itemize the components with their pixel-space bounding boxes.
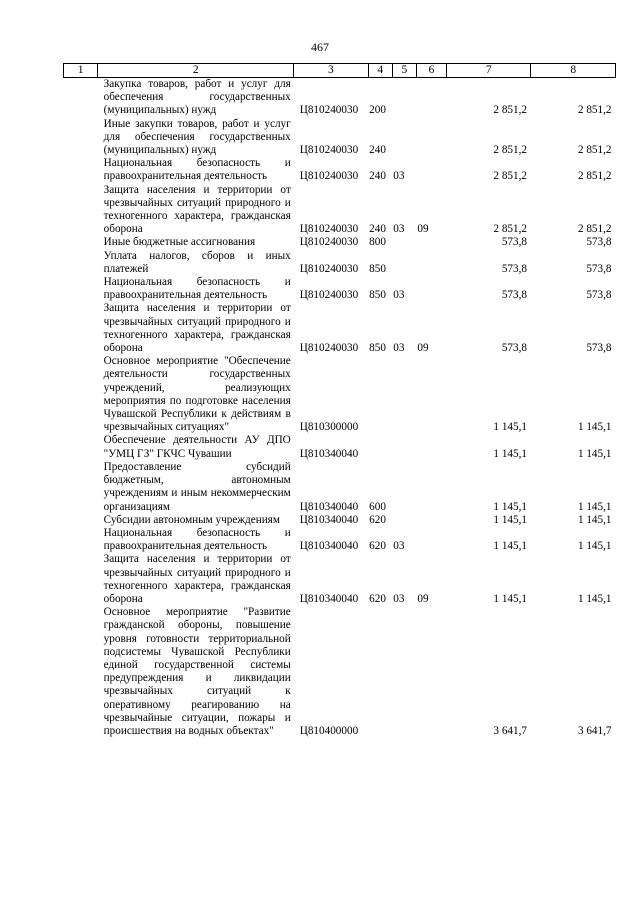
row-target-code: Ц810400000 [299,724,359,737]
table-row [64,527,616,553]
row-amount-2: 1 145,1 [577,540,612,553]
row-amount-2: 1 145,1 [577,513,612,526]
row-section [392,250,416,276]
row-number-cell [64,184,98,237]
row-amount-1: 573,8 [501,262,527,275]
column-number-8: 8 [531,64,616,78]
table-header [64,64,616,78]
row-amount-1: 1 145,1 [493,421,527,434]
row-target-code: Ц810240030 [299,236,359,249]
column-number-6: 6 [416,64,446,78]
row-amount-1: 1 145,1 [493,513,527,526]
row-section: 03 [393,289,405,302]
row-amount-2: 573,8 [586,262,612,275]
row-number-cell [64,250,98,276]
table-row [64,118,616,158]
row-amount-1: 1 145,1 [493,500,527,513]
row-subsection [416,250,446,276]
table-row [64,236,616,249]
row-name: Национальная безопасность и правоохранительная деятельность [103,526,291,553]
row-amount-1: 2 851,2 [493,223,527,236]
row-subsection [416,276,446,302]
row-amount-1: 2 851,2 [493,144,527,157]
row-number-cell [64,514,98,527]
row-expense-type: 600 [369,500,386,513]
row-amount-2: 573,8 [586,342,612,355]
row-amount-1: 1 145,1 [493,540,527,553]
row-subsection [416,461,446,514]
row-expense-type: 850 [369,342,386,355]
row-section: 03 [393,540,405,553]
row-amount-2: 1 145,1 [577,592,612,605]
row-section [392,355,416,434]
row-number-cell [64,553,98,606]
row-subsection [416,606,446,738]
row-amount-2: 573,8 [586,289,612,302]
row-name: Закупка товаров, работ и услуг для обеспечения государственных (муниципальных) нужд [103,78,291,117]
row-name: Защита населения и территории от чрезвычайных ситуаций природного и техногенного характера, гражданская оборона [103,553,291,605]
row-amount-2: 2 851,2 [577,144,612,157]
row-number-cell [64,157,98,183]
row-subsection: 09 [417,223,429,236]
table-row [64,250,616,276]
row-section: 03 [393,592,405,605]
row-name: Основное мероприятие "Обеспечение деятельности государственных учреждений, реализующих мероприятия по подготовке населения Чувашской Республики к действиям в чрезвычайных ситуациях" [103,355,291,434]
row-section [392,78,416,118]
row-expense-type [368,606,392,738]
row-subsection [416,118,446,158]
row-number-cell [64,355,98,434]
row-subsection [416,355,446,434]
row-subsection: 09 [417,592,429,605]
page-number: 467 [311,40,329,54]
row-subsection [416,157,446,183]
table-row [64,302,616,355]
row-number-cell [64,78,98,118]
table-row [64,461,616,514]
row-amount-2: 1 145,1 [577,421,612,434]
column-number-1: 1 [64,64,98,78]
row-name: Иные бюджетные ассигнования [103,236,256,249]
row-section [392,606,416,738]
row-amount-1: 1 145,1 [493,592,527,605]
row-section: 03 [393,342,405,355]
row-subsection: 09 [417,342,429,355]
row-number-cell [64,527,98,553]
row-target-code: Ц810240030 [299,342,359,355]
row-amount-1: 2 851,2 [493,170,527,183]
row-amount-1: 3 641,7 [493,724,527,737]
row-expense-type: 240 [369,170,386,183]
table-row [64,553,616,606]
column-number-5: 5 [392,64,416,78]
table-row [64,78,616,118]
table-row [64,514,616,527]
row-section: 03 [393,170,405,183]
column-number-2: 2 [98,64,294,78]
row-name: Национальная безопасность и правоохранительная деятельность [103,157,291,183]
row-expense-type: 620 [369,513,386,526]
row-target-code: Ц810240030 [299,262,359,275]
row-expense-type: 620 [369,592,386,605]
row-name: Субсидии автономным учреждениям [103,513,280,526]
row-expense-type: 200 [369,104,386,117]
row-amount-2: 3 641,7 [577,724,612,737]
row-number-cell [64,461,98,514]
row-section [392,514,416,527]
row-amount-1: 573,8 [501,289,527,302]
row-amount-2: 1 145,1 [577,447,612,460]
row-target-code: Ц810240030 [299,144,359,157]
budget-table [63,63,616,738]
table-row [64,434,616,460]
row-section: 03 [393,223,405,236]
row-subsection [416,78,446,118]
row-number-cell [64,236,98,249]
row-subsection [416,236,446,249]
row-name: Уплата налогов, сборов и иных платежей [103,249,291,275]
table-row [64,276,616,302]
column-number-3: 3 [294,64,368,78]
row-name: Защита населения и территории от чрезвычайных ситуаций природного и техногенного характера, гражданская оборона [103,302,291,355]
row-number-cell [64,606,98,738]
row-name: Основное мероприятие "Развитие гражданской обороны, повышение уровня готовности территориальной подсистемы Чувашской Республики единой государственной системы предупреждения и ликвидации чрезвычайных ситуаций к оперативному реагированию на чрезвычайные ситуации, пожары и происшествия на водных объектах" [103,606,291,737]
row-section [392,461,416,514]
row-amount-1: 573,8 [501,236,527,249]
row-target-code: Ц810240030 [299,223,359,236]
row-expense-type: 240 [369,144,386,157]
row-expense-type: 240 [369,223,386,236]
row-amount-2: 2 851,2 [577,170,612,183]
row-amount-2: 1 145,1 [577,500,612,513]
row-target-code: Ц810240030 [299,170,359,183]
table-body [64,78,616,739]
row-name: Обеспечение деятельности АУ ДПО "УМЦ ГЗ" ГКЧС Чувашии [103,434,291,460]
row-amount-2: 2 851,2 [577,104,612,117]
row-subsection [416,434,446,460]
table-row [64,184,616,237]
column-number-4: 4 [368,64,392,78]
row-number-cell [64,118,98,158]
row-section [392,118,416,158]
row-expense-type [368,434,392,460]
row-amount-1: 573,8 [501,342,527,355]
row-number-cell [64,434,98,460]
row-name: Иные закупки товаров, работ и услуг для обеспечения государственных (муниципальных) нужд [103,117,291,157]
row-target-code: Ц810240030 [299,104,359,117]
row-section [392,236,416,249]
row-number-cell [64,276,98,302]
row-target-code: Ц810300000 [299,421,359,434]
table-row [64,606,616,738]
table-row [64,157,616,183]
row-section [392,434,416,460]
row-expense-type: 850 [369,262,386,275]
row-name: Предоставление субсидий бюджетным, автономным учреждениям и иным некоммерческим организациям [103,460,291,513]
row-expense-type: 620 [369,540,386,553]
column-number-7: 7 [447,64,531,78]
row-amount-2: 573,8 [586,236,612,249]
row-expense-type: 850 [369,289,386,302]
row-subsection [416,514,446,527]
row-subsection [416,527,446,553]
row-expense-type [368,355,392,434]
row-name: Национальная безопасность и правоохранительная деятельность [103,276,291,302]
row-amount-1: 1 145,1 [493,447,527,460]
column-number-row [64,64,616,78]
row-expense-type: 800 [369,236,386,249]
row-name: Защита населения и территории от чрезвычайных ситуаций природного и техногенного характера, гражданская оборона [103,183,291,236]
row-target-code: Ц810240030 [299,289,359,302]
table-row [64,355,616,434]
row-target-code: Ц810340040 [299,513,359,526]
row-amount-2: 2 851,2 [577,223,612,236]
row-target-code: Ц810340040 [299,592,359,605]
row-number-cell [64,302,98,355]
row-target-code: Ц810340040 [299,447,359,460]
row-target-code: Ц810340040 [299,540,359,553]
row-amount-1: 2 851,2 [493,104,527,117]
row-target-code: Ц810340040 [299,500,359,513]
